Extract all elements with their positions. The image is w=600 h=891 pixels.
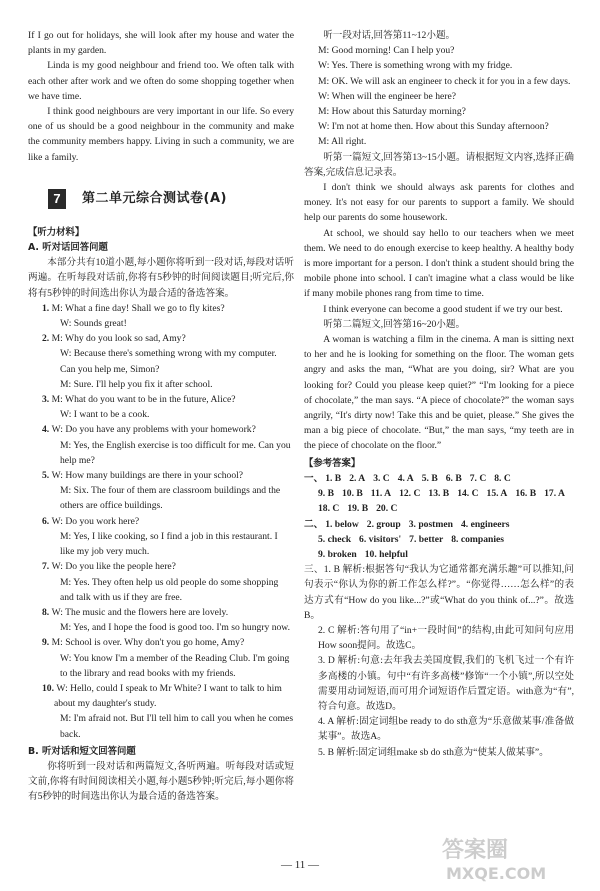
dialogue-line: W: Yes. There is something wrong with my fridge.	[318, 60, 513, 72]
answer-item: 19. B	[347, 503, 369, 515]
dialogue-number: 1.	[42, 302, 52, 314]
left-column	[28, 28, 294, 805]
passage2: A woman is watching a film in the cinema. A man is sitting next to her and he is looking for something on the floor. The woman gets angry and asks the man, “What are you doing, sir? What are you looking for? Could you please keep quiet?” “I'm looking for a piece of chocolate,” the man says. “A piece of chocolate?” the woman says angrily, “It's dirty now! Take this and be quiet, please.” She gives the man a big piece of chocolate. “But,” the man says, “my teeth are in the piece of chocolate on the floor.”	[304, 334, 574, 452]
answer-item: 9. broken	[318, 548, 357, 560]
answer-item: 8. companies	[451, 533, 505, 545]
dialogue-number: 6.	[42, 515, 52, 527]
unit-title-bar	[48, 189, 294, 209]
dialogue-line: M: Yes. They often help us old people do some shopping and talk with us if they are free.	[60, 576, 279, 603]
part-b-intro: 你将听到一段对话和两篇短文,各听两遍。听每段对话或短文前,你将有时间阅读相关小题,每小题5秒钟;听完后,每小题你将有5秒钟的时间选出你认为最合适的备选答案。	[28, 760, 294, 803]
unit-title: 第二单元综合测试卷(A)	[82, 191, 227, 207]
dialogue-line: M: Sure. I'll help you fix it after school.	[60, 378, 213, 390]
answers-row-1-items	[325, 471, 519, 486]
answer-item: 10. B	[342, 488, 363, 500]
part-a-title: A. 听对话回答问题	[28, 242, 108, 254]
answer-item: 4. engineers	[460, 518, 510, 530]
watermark-text-cn: 答案圈	[442, 838, 509, 863]
dialogue-line: M: I'm afraid not. But I'll tell him to call you when he comes back.	[60, 713, 294, 740]
dialogue-line: M: Yes, I like cooking, so I find a job in this restaurant. I like my job very much.	[60, 530, 278, 558]
listening-header: 【听力材料】	[28, 226, 85, 238]
answer-item: 9. B	[318, 488, 334, 500]
intro-passage	[28, 28, 294, 165]
dialogue-line: W: You know I'm a member of the Reading Club. I'm going to the library and read books with my friends.	[60, 652, 290, 679]
answer-item: 12. C	[399, 488, 421, 500]
passage-paragraph: At school, we should say hello to our teachers when we meet them. We need to do enough exercise to keep healthy. A healthy body is more important for a person. I don't think a student should bring the mobile phone into school. I can't imagine what a class would be like if many mobile phones rang from time to time.	[304, 227, 574, 300]
answer-item: 4. A	[397, 472, 414, 484]
answer-item: 6. B	[445, 472, 462, 484]
part-a-intro: 本部分共有10道小题,每小题你将听到一段对话,每段对话听两遍。在听每段对话前,你将有5秒钟的时间阅读题目;听完后,你将有5秒钟的时间选出你认为最合适的备选答案。	[28, 257, 294, 299]
dialogue-number: 2.	[42, 333, 52, 345]
dialogue-line: 9. M: School is over. Why don't you go home, Amy?	[42, 637, 245, 649]
answers-section-2-label: 二、	[304, 518, 324, 530]
right-column	[304, 28, 574, 760]
dialogue-line: 10. W: Hello, could I speak to Mr White? I want to talk to him about my daughter's study.	[42, 682, 282, 710]
passage-paragraph: I don't think we should always ask parents for clothes and money. It's not easy for our parents to support a family. We should help our parents do some housework.	[304, 182, 574, 224]
explanation: 3. D 解析:句意:去年我去美国度假,我们的飞机飞过一个有许多高楼的小镇。句中“有许多高楼”修饰“一个小镇”,所以空处需要用动词短语,而可用介词短语作后置定语。with意为“有”,符合句意。故选D。	[318, 655, 574, 712]
answer-item: 6. visitors'	[359, 533, 402, 545]
answers-header: 【参考答案】	[304, 457, 361, 469]
answer-item: 7. better	[409, 533, 444, 545]
dialogue-line: W: I want to be a cook.	[60, 409, 150, 421]
answers-row-2	[304, 486, 574, 516]
explanation: 2. C 解析:答句用了“in+一段时间”的结构,由此可知问句应用How soon提问。故选C。	[318, 624, 574, 652]
dialogue-number: 10.	[42, 682, 57, 694]
answer-item: 8. C	[494, 472, 511, 484]
answer-item: 1. B	[325, 472, 342, 484]
explanation: 4. A 解析:固定词组be ready to do sth意为“乐意做某事/准备做某事”。故选A。	[318, 716, 574, 743]
passage1-intro: 听第一篇短文,回答第13~15小题。请根据短文内容,选择正确答案,完成信息记录表。	[304, 151, 574, 178]
dialogue-line: W: Sounds great!	[60, 318, 127, 330]
dialogue-number: 7.	[42, 561, 52, 573]
answers-section-1-label: 一、	[304, 472, 324, 484]
answer-item: 3. postmen	[408, 518, 453, 530]
part-b-title: B. 听对话和短文回答问题	[28, 745, 136, 757]
dialogue-line: M: Six. The four of them are classroom buildings and the others are office buildings.	[60, 485, 281, 512]
answers-row-5	[304, 547, 574, 562]
unit-number-badge: 7	[48, 189, 66, 209]
answer-item: 3. C	[373, 472, 390, 484]
dialogue-line: W: Because there's something wrong with my computer. Can you help me, Simon?	[60, 348, 277, 375]
answer-item: 2. group	[366, 518, 401, 530]
dialogue-line: 3. M: What do you want to be in the future, Alice?	[42, 394, 236, 406]
intro-paragraph: Linda is my good neighbour and friend too. We often talk with each other after work and we often do some shopping together when we have time.	[28, 60, 294, 102]
answer-item: 10. helpful	[364, 548, 408, 560]
dialogue-line: 6. W: Do you work here?	[42, 515, 140, 527]
answers-row-4	[304, 532, 574, 547]
dialogue-lines	[304, 43, 574, 149]
dialogue-line: 2. M: Why do you look so sad, Amy?	[42, 333, 186, 345]
answers-row-1	[304, 471, 574, 486]
answer-item: 15. A	[486, 488, 508, 500]
answer-item: 18. C	[318, 503, 340, 515]
dialogue-list	[28, 301, 294, 742]
intro-paragraph: I think good neighbours are very important in our life. So every one of us should be a good neighbour in the community and make the community members happy. Living in such a community, we are like a family.	[28, 106, 294, 163]
dialogue-line: M: OK. We will ask an engineer to check it for you in a few days.	[318, 75, 571, 87]
dialogue-line: W: I'm not at home then. How about this Sunday afternoon?	[318, 121, 549, 133]
answers-row-3	[304, 517, 574, 532]
answer-item: 5. check	[318, 533, 352, 545]
passage1	[304, 180, 574, 317]
dialogue-number: 9.	[42, 637, 52, 649]
answer-item: 13. B	[428, 488, 450, 500]
watermark-text-en: MXQE.COM	[446, 864, 547, 883]
answer-item: 17. A	[544, 488, 565, 500]
answers-row-3-items	[325, 517, 517, 532]
dialogue-line: M: Good morning! Can I help you?	[318, 45, 455, 57]
answer-item: 14. C	[457, 488, 479, 500]
passage-paragraph: I think everyone can become a good student if we try our best.	[323, 303, 563, 315]
dialogue-line: W: When will the engineer be here?	[318, 90, 456, 102]
passage2-intro: 听第二篇短文,回答第16~20小题。	[323, 318, 466, 330]
dialogue-line: M: Yes, and I hope the food is good too. I'm so hungry now.	[60, 622, 291, 634]
answer-item: 5. B	[421, 472, 438, 484]
intro-paragraph: If I go out for holidays, she will look after my house and water the plants in my garden.	[28, 30, 294, 57]
watermark-logo	[432, 833, 592, 885]
dialogue-line: M: How about this Saturday morning?	[318, 106, 466, 118]
answer-item: 7. C	[469, 472, 487, 484]
dialogue-line: 5. W: How many buildings are there in your school?	[42, 470, 244, 482]
dialogue-number: 4.	[42, 424, 52, 436]
dialogue-number: 5.	[42, 470, 52, 482]
dialogue-line: 4. W: Do you have any problems with your homework?	[42, 424, 256, 436]
dialogue-line: 1. M: What a fine day! Shall we go to fly kites?	[42, 302, 225, 314]
dialogue-line: M: All right.	[318, 136, 367, 148]
answer-item: 1. below	[325, 518, 359, 530]
dialogue-line: 7. W: Do you like the people here?	[42, 561, 176, 573]
answer-item: 16. B	[515, 488, 537, 500]
dialogue-number: 8.	[42, 606, 52, 618]
answer-item: 20. C	[376, 503, 398, 515]
answer-item: 11. A	[370, 488, 392, 500]
dialogue-intro: 听一段对话,回答第11~12小题。	[323, 30, 456, 41]
explanation: 三、1. B 解析:根据答句“我认为它通常都充满乐趣”可以推知,问句表示“你认为你的新工作怎么样?”。“你觉得……怎么样”的表达方式有“How do you like...?”或“What do you think of...?”。故选B。	[304, 564, 574, 621]
explanations	[304, 562, 574, 760]
page-number: — 11 —	[280, 859, 320, 871]
explanation: 5. B 解析:固定词组make sb do sth意为“使某人做某事”。	[318, 746, 549, 758]
dialogue-line: 8. W: The music and the flowers here are lovely.	[42, 606, 229, 618]
dialogue-number: 3.	[42, 394, 52, 406]
answer-item: 2. A	[349, 472, 366, 484]
dialogue-line: M: Yes, the English exercise is too difficult for me. Can you help me?	[60, 439, 291, 466]
